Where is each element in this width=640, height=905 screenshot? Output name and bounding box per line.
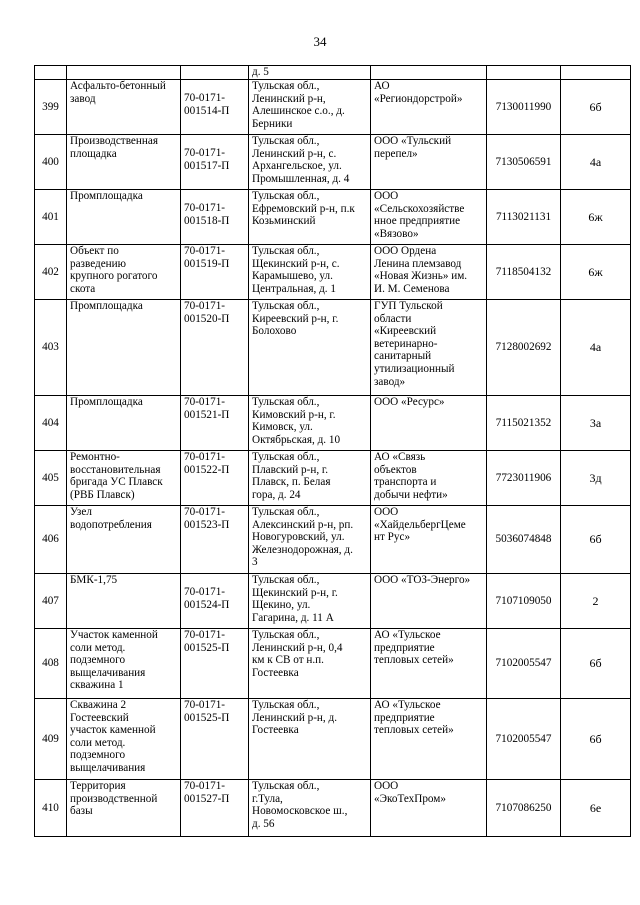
cell-category: 6б (561, 80, 631, 135)
cell-object-code: 70-0171- 001525-П (181, 629, 249, 699)
cell-address: Тульская обл., Ефремовский р-н, п.к Козьминский (249, 190, 371, 245)
cell-object-name: Асфальто-бетонный завод (67, 80, 181, 135)
cell-category: 4а (561, 300, 631, 396)
cell-row-number: 405 (35, 451, 67, 506)
cell-object-code: 70-0171- 001527-П (181, 780, 249, 837)
cell-object-code: 70-0171- 001520-П (181, 300, 249, 396)
cell-object-code: 70-0171- 001521-П (181, 396, 249, 451)
cell-category (561, 66, 631, 80)
table-row (35, 699, 631, 780)
cell-object-name: Ремонтно- восстановительная бригада УС Плавск (РВБ Плавск) (67, 451, 181, 506)
cell-category: 6б (561, 506, 631, 574)
cell-object-name: Узел водопотребления (67, 506, 181, 574)
cell-owner: ООО «Тульский перепел» (371, 135, 487, 190)
cell-category: 4а (561, 135, 631, 190)
cell-owner: ООО «Ресурс» (371, 396, 487, 451)
cell-owner: ООО «ЭкоТехПром» (371, 780, 487, 837)
cell-inn: 7130506591 (487, 135, 561, 190)
cell-owner: ООО «ТОЗ-Энерго» (371, 574, 487, 629)
cell-owner: АО «Тульское предприятие тепловых сетей» (371, 629, 487, 699)
table-row (35, 66, 631, 80)
cell-object-name: Промплощадка (67, 396, 181, 451)
cell-category: 6е (561, 780, 631, 837)
table-row (35, 629, 631, 699)
cell-category: 3д (561, 451, 631, 506)
cell-object-code: 70-0171- 001514-П (181, 80, 249, 135)
cell-inn: 7118504132 (487, 245, 561, 300)
cell-inn: 5036074848 (487, 506, 561, 574)
cell-owner: ООО «ХайдельбергЦеме нт Рус» (371, 506, 487, 574)
table-row (35, 451, 631, 506)
table-row (35, 190, 631, 245)
cell-inn: 7130011990 (487, 80, 561, 135)
cell-object-name: Промплощадка (67, 190, 181, 245)
cell-row-number: 410 (35, 780, 67, 837)
cell-row-number: 402 (35, 245, 67, 300)
cell-owner: АО «Тульское предприятие тепловых сетей» (371, 699, 487, 780)
table-row (35, 135, 631, 190)
cell-category: 6б (561, 699, 631, 780)
cell-object-name (67, 66, 181, 80)
cell-object-code: 70-0171- 001525-П (181, 699, 249, 780)
table-row (35, 506, 631, 574)
cell-address: Тульская обл., Ленинский р-н, д. Гостеевка (249, 699, 371, 780)
page-number: 34 (313, 34, 327, 49)
cell-object-name: Скважина 2 Гостеевский участок каменной соли метод. подземного выщелачивания (67, 699, 181, 780)
cell-inn: 7128002692 (487, 300, 561, 396)
cell-address: д. 5 (249, 66, 371, 80)
cell-address: Тульская обл., Алексинский р-н, рп. Новогуровский, ул. Железнодорожная, д. 3 (249, 506, 371, 574)
cell-owner: ООО Ордена Ленина племзавод «Новая Жизнь» им. И. М. Семенова (371, 245, 487, 300)
cell-object-name: Территория производственной базы (67, 780, 181, 837)
cell-address: Тульская обл., Ленинский р-н, с. Архангельское, ул. Промышленная, д. 4 (249, 135, 371, 190)
registry-table (34, 65, 631, 837)
cell-inn: 7102005547 (487, 629, 561, 699)
cell-inn: 7107109050 (487, 574, 561, 629)
cell-address: Тульская обл., Ленинский р-н, Алешинское с.о., д. Берники (249, 80, 371, 135)
cell-object-name: БМК-1,75 (67, 574, 181, 629)
cell-row-number: 409 (35, 699, 67, 780)
cell-inn: 7115021352 (487, 396, 561, 451)
cell-address: Тульская обл., Плавский р-н, г. Плавск, п. Белая гора, д. 24 (249, 451, 371, 506)
table-row (35, 780, 631, 837)
cell-inn (487, 66, 561, 80)
cell-address: Тульская обл., Киреевский р-н, г. Болохово (249, 300, 371, 396)
cell-row-number: 401 (35, 190, 67, 245)
table-row (35, 300, 631, 396)
cell-address: Тульская обл., Ленинский р-н, 0,4 км к СВ от н.п. Гостеевка (249, 629, 371, 699)
cell-owner: ООО «Сельскохозяйстве нное предприятие «Вязово» (371, 190, 487, 245)
table-row (35, 80, 631, 135)
cell-object-code: 70-0171- 001522-П (181, 451, 249, 506)
cell-inn: 7107086250 (487, 780, 561, 837)
cell-object-name: Объект по разведению крупного рогатого скота (67, 245, 181, 300)
cell-owner: ГУП Тульской области «Киреевский ветеринарно- санитарный утилизационный завод» (371, 300, 487, 396)
cell-object-code: 70-0171- 001519-П (181, 245, 249, 300)
cell-address: Тульская обл., Кимовский р-н, г. Кимовск, ул. Октябрьская, д. 10 (249, 396, 371, 451)
table-row (35, 245, 631, 300)
cell-row-number: 400 (35, 135, 67, 190)
cell-row-number: 407 (35, 574, 67, 629)
cell-row-number: 399 (35, 80, 67, 135)
cell-object-code: 70-0171- 001524-П (181, 574, 249, 629)
cell-address: Тульская обл., г.Тула, Новомосковское ш., д. 56 (249, 780, 371, 837)
cell-row-number: 406 (35, 506, 67, 574)
cell-row-number: 403 (35, 300, 67, 396)
cell-row-number (35, 66, 67, 80)
cell-row-number: 404 (35, 396, 67, 451)
cell-category: 6ж (561, 245, 631, 300)
cell-owner (371, 66, 487, 80)
cell-category: 3а (561, 396, 631, 451)
table-row (35, 396, 631, 451)
cell-object-name: Участок каменной соли метод. подземного выщелачивания скважина 1 (67, 629, 181, 699)
cell-owner: АО «Региондорстрой» (371, 80, 487, 135)
cell-address: Тульская обл., Щекинский р-н, г. Щекино, ул. Гагарина, д. 11 А (249, 574, 371, 629)
cell-object-name: Промплощадка (67, 300, 181, 396)
cell-category: 6б (561, 629, 631, 699)
cell-inn: 7723011906 (487, 451, 561, 506)
cell-inn: 7113021131 (487, 190, 561, 245)
cell-object-code: 70-0171- 001518-П (181, 190, 249, 245)
registry-table-body (35, 66, 631, 837)
cell-address: Тульская обл., Щекинский р-н, с. Карамышево, ул. Центральная, д. 1 (249, 245, 371, 300)
cell-category: 2 (561, 574, 631, 629)
cell-object-code (181, 66, 249, 80)
table-row (35, 574, 631, 629)
cell-object-code: 70-0171- 001523-П (181, 506, 249, 574)
cell-object-name: Производственная площадка (67, 135, 181, 190)
cell-row-number: 408 (35, 629, 67, 699)
cell-category: 6ж (561, 190, 631, 245)
cell-owner: АО «Связь объектов транспорта и добычи нефти» (371, 451, 487, 506)
cell-object-code: 70-0171- 001517-П (181, 135, 249, 190)
cell-inn: 7102005547 (487, 699, 561, 780)
